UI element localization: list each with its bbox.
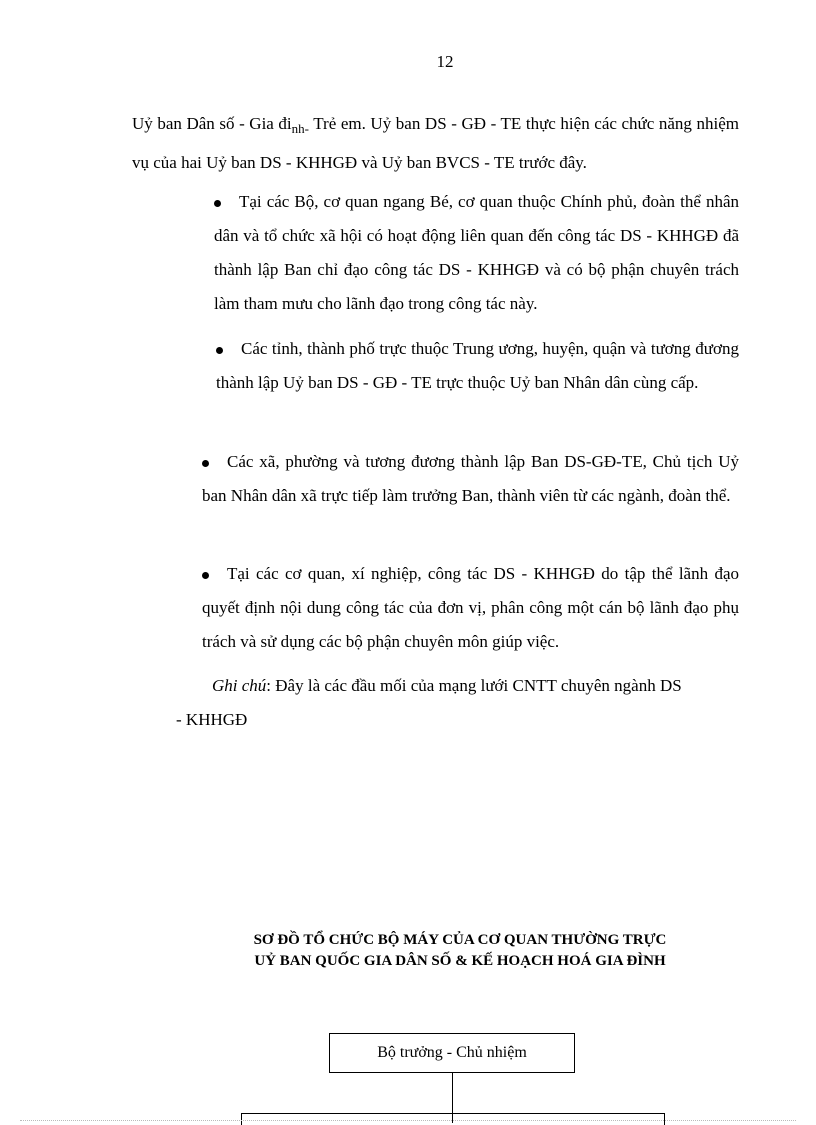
intro-subscript: nh- [291, 121, 309, 136]
bullet-icon [202, 572, 209, 579]
bullet-item-3 [156, 445, 739, 513]
bullet-item-2 [156, 332, 739, 400]
intro-paragraph [132, 107, 739, 180]
bullet-item-1 [156, 185, 739, 321]
intro-text-1: Uỷ ban Dân số - Gia đi [132, 114, 292, 133]
bullet-icon [214, 200, 221, 207]
intro-text-2: Trẻ em. Uỷ ban DS - GĐ - TE thực hiện các chức năng nhiệm vụ của hai Uỷ ban DS - KHHGĐ và Uỷ ban BVCS - TE trước đây. [132, 114, 739, 172]
connector-vertical [452, 1073, 453, 1123]
note-text: : Đây là các đầu mối của mạng lưới CNTT chuyên ngành DS [266, 676, 682, 695]
org-chart-title-line-2: UỶ BAN QUỐC GIA DÂN SỐ & KẾ HOẠCH HOÁ GIA ĐÌNH [254, 953, 666, 969]
connector-right [664, 1113, 665, 1125]
bullet-item-4 [156, 557, 739, 659]
page-number: 12 [436, 52, 454, 71]
org-chart-title [200, 930, 720, 972]
bullet-icon [216, 347, 223, 354]
bullet-icon [202, 460, 209, 467]
bullet-text-3: Các xã, phường và tương đương thành lập Ban DS-GĐ-TE, Chủ tịch Uỷ ban Nhân dân xã trực tiếp làm trưởng Ban, thành viên từ các ngành, đoàn thể. [202, 452, 739, 505]
note-paragraph [176, 669, 739, 737]
page-bottom-divider [20, 1120, 796, 1121]
bullet-text-2: Các tỉnh, thành phố trực thuộc Trung ương, huyện, quận và tương đương thành lập Uỷ ban DS - GĐ - TE trực thuộc Uỷ ban Nhân dân cùng cấp. [216, 339, 739, 392]
connector-left [241, 1113, 242, 1125]
bullet-text-4: Tại các cơ quan, xí nghiệp, công tác DS - KHHGĐ do tập thể lãnh đạo quyết định nội dung công tác của đơn vị, phân công một cán bộ lãnh đạo phụ trách và sử dụng các bộ phận chuyên môn giúp việc. [202, 564, 739, 651]
connector-horizontal [241, 1113, 665, 1114]
bullet-text-1: Tại các Bộ, cơ quan ngang Bé, cơ quan thuộc Chính phủ, đoàn thể nhân dân và tổ chức xã hội có hoạt động liên quan đến công tác DS - KHHGĐ đã thành lập Ban chỉ đạo công tác DS - KHHGĐ và có bộ phận chuyên trách làm tham mưu cho lãnh đạo trong công tác này. [214, 192, 739, 313]
org-box-minister: Bộ trưởng - Chủ nhiệm [329, 1033, 575, 1073]
org-chart-title-line-1: SƠ ĐỒ TỔ CHỨC BỘ MÁY CỦA CƠ QUAN THƯỜNG TRỰC [253, 932, 667, 948]
note-continuation: - KHHGĐ [176, 710, 248, 729]
note-label: Ghi chú [212, 676, 267, 695]
